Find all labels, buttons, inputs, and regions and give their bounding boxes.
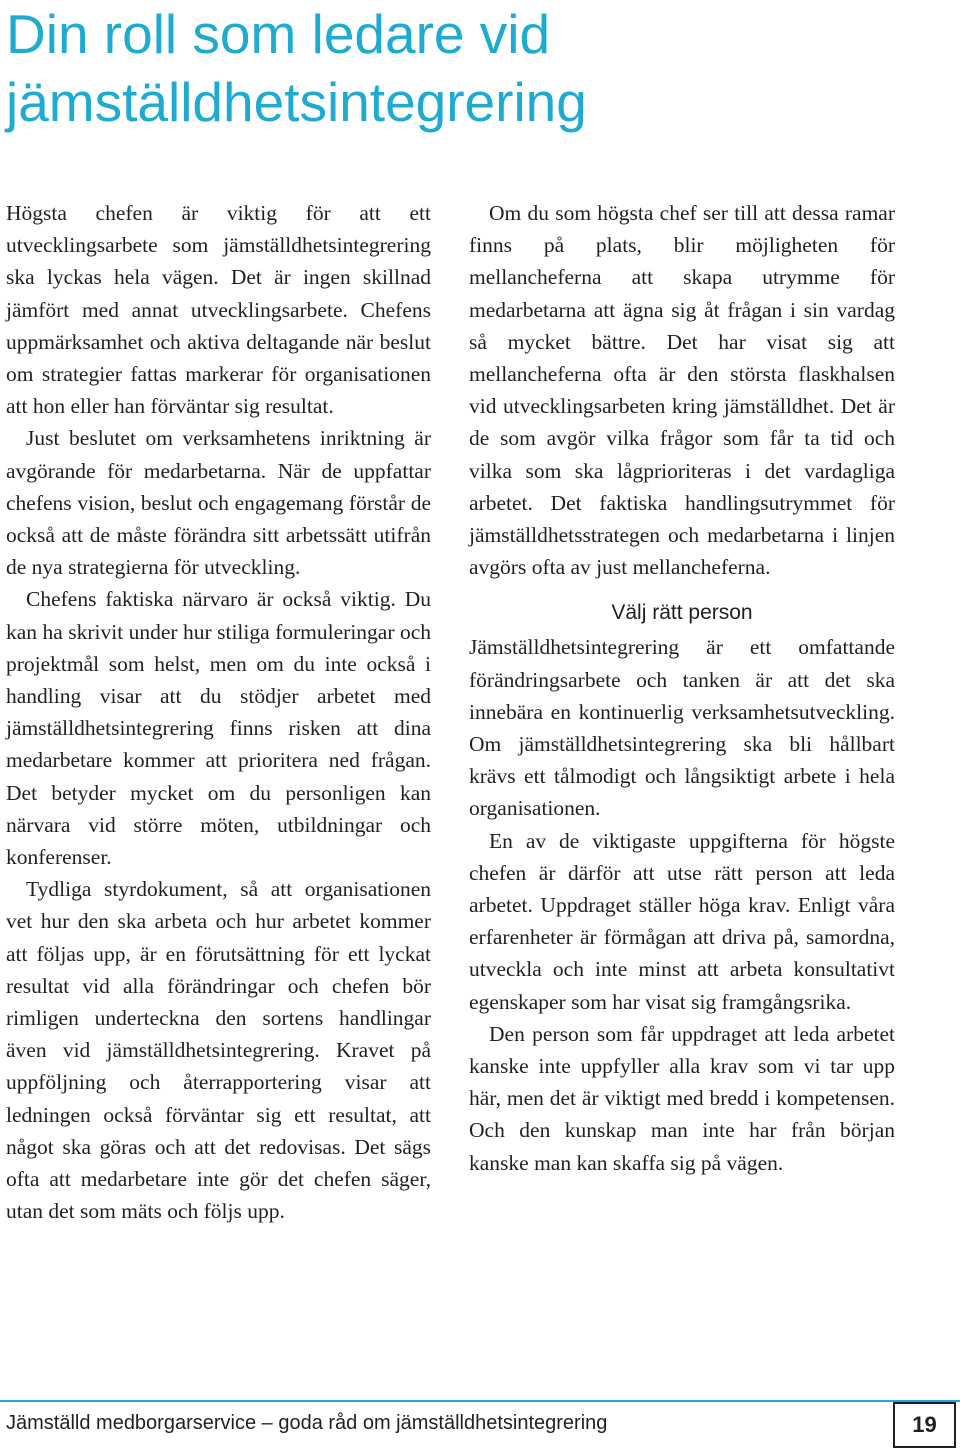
page-title-line-1: Din roll som ledare vid	[6, 3, 551, 65]
section-subheading: Välj rätt person	[611, 601, 753, 625]
page-title-line-2: jämställdhetsintegrering	[6, 71, 587, 133]
right-column	[469, 197, 895, 1179]
page-title	[6, 0, 906, 136]
left-column	[6, 197, 431, 1228]
body-paragraph: Jämställdhetsintegrering är ett omfattande förändringsarbete och tanken är att det ska innebära en kontinuerlig verksamhetsutveckling. Om jämställdhetsintegrering ska bli hållbart krävs ett tålmodigt och långsiktigt arbete i hela organisationen.	[469, 635, 895, 821]
body-paragraph: Högsta chefen är viktig för att ett utvecklingsarbete som jämställdhetsintegrering ska lyckas hela vägen. Det är ingen skillnad jämfört med annat utvecklingsarbete. Chefens uppmärksamhet och aktiva deltagande när beslut om strategier fattas markerar för organisationen att hon eller han förväntar sig resultat.	[6, 201, 431, 419]
body-paragraph: Tydliga styrdokument, så att organisationen vet hur den ska arbeta och hur arbetet kommer att följas upp, är en förutsättning för ett lyckat resultat vid alla förändringar och chefen bör rimligen underteckna den sortens handlingar även vid jämställdhetsintegrering. Kravet på uppföljning och återrapportering visar att ledningen också förväntar sig ett resultat, att något ska göras och att det redovisas. Det sägs ofta att medarbetare inte gör det chefen säger, utan det som mäts och följs upp.	[6, 877, 431, 1224]
body-paragraph: En av de viktigaste uppgifterna för högste chefen är därför att utse rätt person att leda arbetet. Uppdraget ställer höga krav. Enligt våra erfarenheter är förmågan att driva på, samordna, utveckla och inte minst att arbeta konsultativt egenskaper som har visat sig framgångsrika.	[469, 828, 895, 1014]
body-paragraph: Just beslutet om verksamhetens inriktning är avgörande för medarbetarna. När de uppfattar chefens vision, beslut och engagemang förstår de också att de måste förändra sitt arbetssätt utifrån de nya strategierna för utveckling.	[6, 426, 431, 580]
body-paragraph: Chefens faktiska närvaro är också viktig. Du kan ha skrivit under hur stiliga formuleringar och projektmål som helst, men om du inte också i handling visar att du stödjer arbetet med jämställdhetsintegrering finns risken att dina medarbetare kommer att prioritera ned frågan. Det betyder mycket om du personligen kan närvara vid större möten, utbildningar och konferenser.	[6, 587, 431, 870]
footer-publication-title: Jämställd medborgarservice – goda råd om jämställdhetsintegrering	[6, 1412, 608, 1434]
body-paragraph: Den person som får uppdraget att leda arbetet kanske inte uppfyller alla krav som vi tar upp här, men det är viktigt med bredd i kompetensen. Och den kunskap man inte har från början kanske man kan skaffa sig på vägen.	[469, 1021, 895, 1175]
page-number: 19	[893, 1402, 956, 1448]
body-paragraph: Om du som högsta chef ser till att dessa ramar finns på plats, blir möjligheten för mellancheferna att skapa utrymme för medarbetarna att ägna sig åt frågan i sin vardag så mycket bättre. Det har visat sig att mellancheferna ofta är den största flaskhalsen vid utvecklingsarbeten kring jämställdhet. Det är de som avgör vilka frågor som får ta tid och vilka som ska lågprioriteras i det vardagliga arbetet. Det faktiska handlingsutrymmet för jämställdhetsstrategen och medarbetarna i linjen avgörs ofta av just mellancheferna.	[469, 201, 895, 580]
footer-divider	[0, 1400, 960, 1402]
